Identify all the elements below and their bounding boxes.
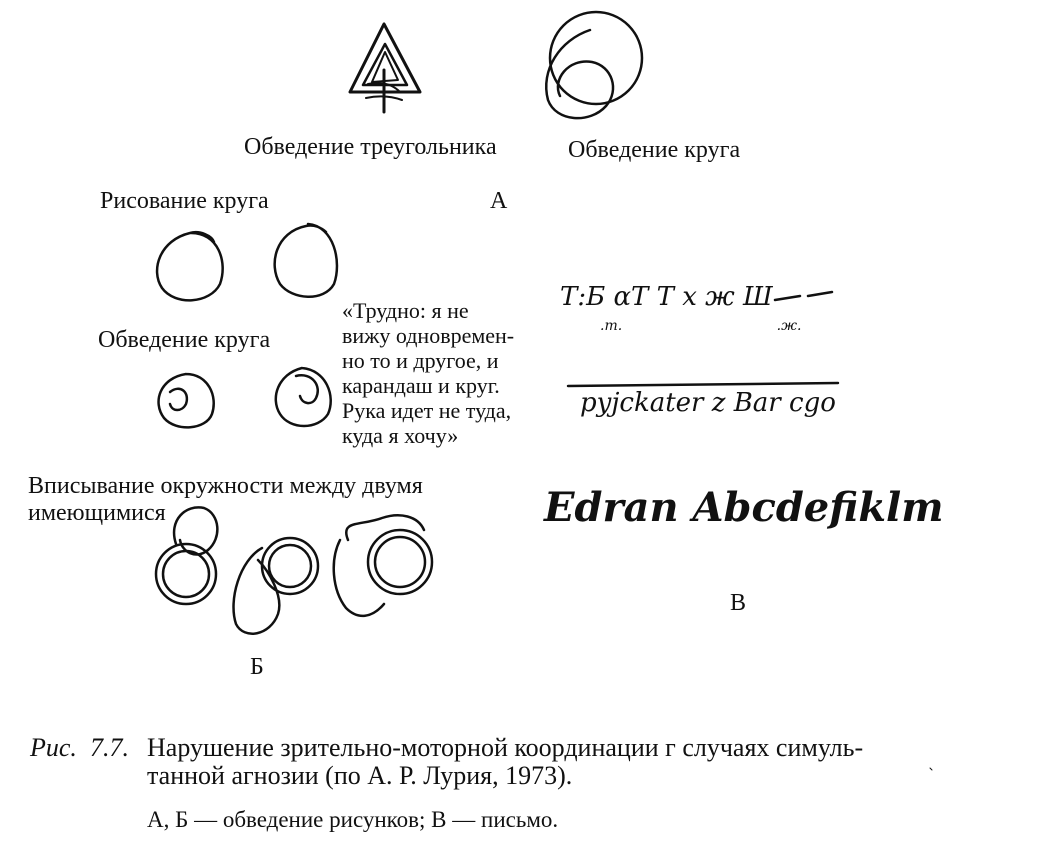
label-triangle-tracing: Обведение треугольника: [244, 134, 497, 160]
label-inscribing-line2: имеющимися: [28, 500, 166, 526]
caption-prefix: Рис.: [30, 733, 77, 762]
handwriting-row-3: Edran Abcdefiklm: [544, 484, 944, 531]
label-circle-drawing: Рисование круга: [100, 188, 269, 214]
quote-line: Рука идет не туда,: [342, 398, 512, 423]
caption-subcaption: А, Б — обведение рисунков; В — письмо.: [147, 807, 559, 832]
patient-quote: [342, 298, 557, 448]
quote-line: «Трудно: я не: [342, 298, 469, 323]
quote-line: карандаш и круг.: [342, 373, 500, 398]
label-inscribing-line1: Вписывание окружности между двумя: [28, 473, 423, 499]
label-circle-tracing-b: Обведение круга: [98, 327, 271, 353]
page-marks: [930, 768, 932, 770]
panel-letter-b: Б: [250, 654, 264, 680]
traced-triangle-drawing: [350, 24, 420, 112]
traced-circles: [159, 368, 331, 427]
inscribed-circles-drawing: [156, 507, 432, 633]
handwriting-row-1-sub: .т. .ж.: [600, 318, 802, 334]
handwriting-row-2: pyjckater z Bar cgo: [580, 388, 836, 418]
panel-letter-a: А: [490, 188, 508, 214]
caption-text-line2: танной агнозии (по А. Р. Лурия, 1973).: [147, 761, 573, 790]
traced-circle-drawing: [546, 12, 642, 118]
panel-letter-c: В: [730, 590, 747, 616]
quote-line: но то и другое, и: [342, 348, 499, 373]
handwriting-row-1: Т:Б ɑТ Т x ж Ш: [560, 282, 773, 312]
drawn-circles: [157, 224, 337, 300]
quote-line: вижу одновремен-: [342, 323, 515, 348]
label-circle-tracing-a: Обведение круга: [568, 137, 741, 163]
caption-text-line1: Нарушение зрительно-моторной координации г случаях симуль-: [147, 733, 864, 762]
quote-line: куда я хочу»: [342, 423, 459, 448]
caption-number: 7.7.: [90, 733, 129, 762]
